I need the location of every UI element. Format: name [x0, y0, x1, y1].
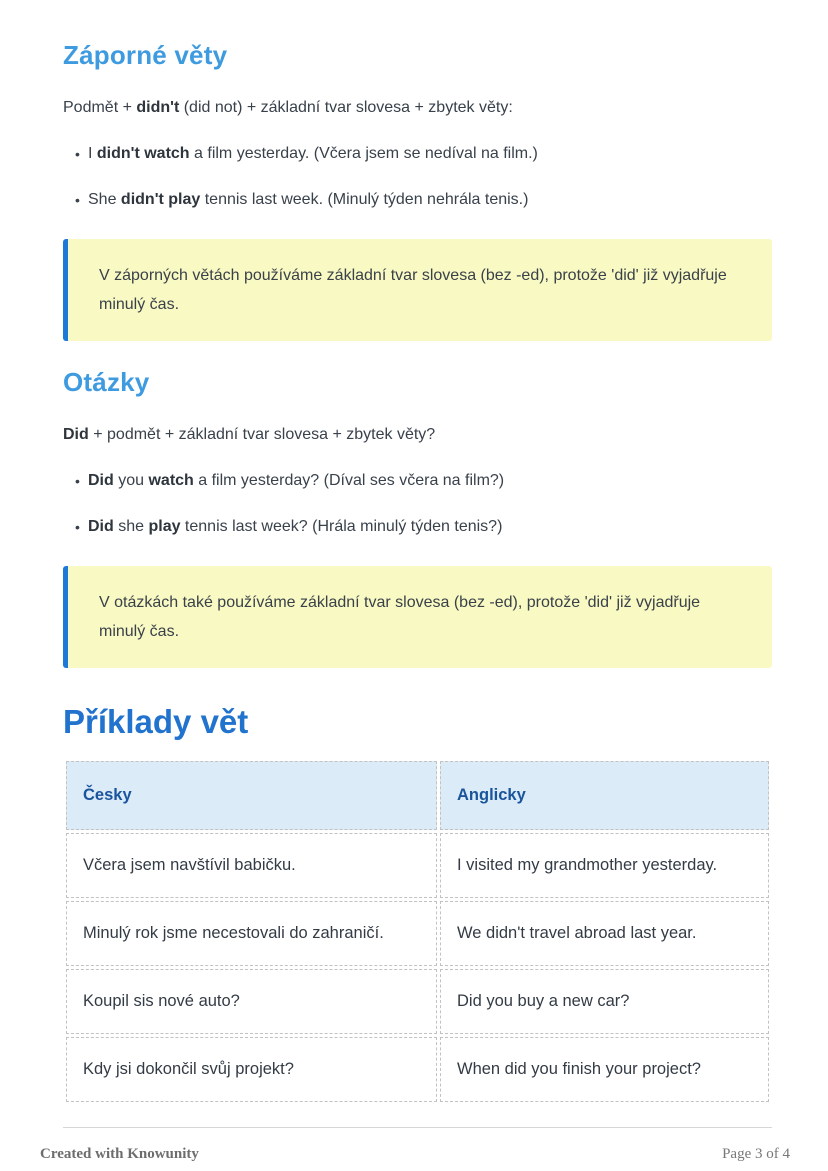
cell-czech: Minulý rok jsme necestovali do zahraničí.: [66, 901, 437, 966]
column-header-english: Anglicky: [440, 761, 769, 830]
note-box-questions: [63, 566, 772, 668]
list-item: • Did she play tennis last week? (Hrála minulý týden tenis?): [63, 514, 772, 540]
bottom-divider: [63, 1127, 772, 1128]
heading-questions: Otázky: [63, 367, 150, 398]
negative-formula: Podmět + didn't (did not) + základní tvar slovesa + zbytek věty:: [63, 99, 513, 117]
negative-example-list: [63, 141, 772, 213]
list-item: • Did you watch a film yesterday? (Díval ses včera na film?): [63, 468, 772, 494]
cell-english: We didn't travel abroad last year.: [440, 901, 769, 966]
table-row: [66, 833, 769, 898]
footer-branding: Created with Knowunity: [40, 1146, 199, 1162]
table-row: [66, 901, 769, 966]
page-content: [0, 40, 828, 1128]
table-row: [66, 969, 769, 1034]
page-number: Page 3 of 4: [722, 1146, 790, 1162]
table-row: [66, 1037, 769, 1102]
page-footer: [0, 1146, 828, 1163]
column-header-czech: Česky: [66, 761, 437, 830]
cell-english: Did you buy a new car?: [440, 969, 769, 1034]
cell-czech: Včera jsem navštívil babičku.: [66, 833, 437, 898]
cell-czech: Kdy jsi dokončil svůj projekt?: [66, 1037, 437, 1102]
note-text: V otázkách také používáme základní tvar slovesa (bez -ed), protože 'did' již vyjadřuje minulý čas.: [99, 594, 701, 641]
heading-negative-sentences: Záporné věty: [63, 40, 228, 70]
heading-example-sentences: Příklady vět: [63, 703, 249, 741]
questions-formula: Did + podmět + základní tvar slovesa + zbytek věty?: [63, 426, 436, 444]
examples-table: [63, 758, 772, 1105]
note-text: V záporných větách používáme základní tvar slovesa (bez -ed), protože 'did' již vyjadřuje minulý čas.: [99, 267, 727, 314]
cell-english: I visited my grandmother yesterday.: [440, 833, 769, 898]
note-box-negative: [63, 239, 772, 341]
list-item: • I didn't watch a film yesterday. (Včera jsem se nedíval na film.): [63, 141, 772, 167]
list-item: • She didn't play tennis last week. (Minulý týden nehrála tenis.): [63, 187, 772, 213]
table-header-row: [66, 761, 769, 830]
cell-czech: Koupil sis nové auto?: [66, 969, 437, 1034]
cell-english: When did you finish your project?: [440, 1037, 769, 1102]
questions-example-list: [63, 468, 772, 540]
